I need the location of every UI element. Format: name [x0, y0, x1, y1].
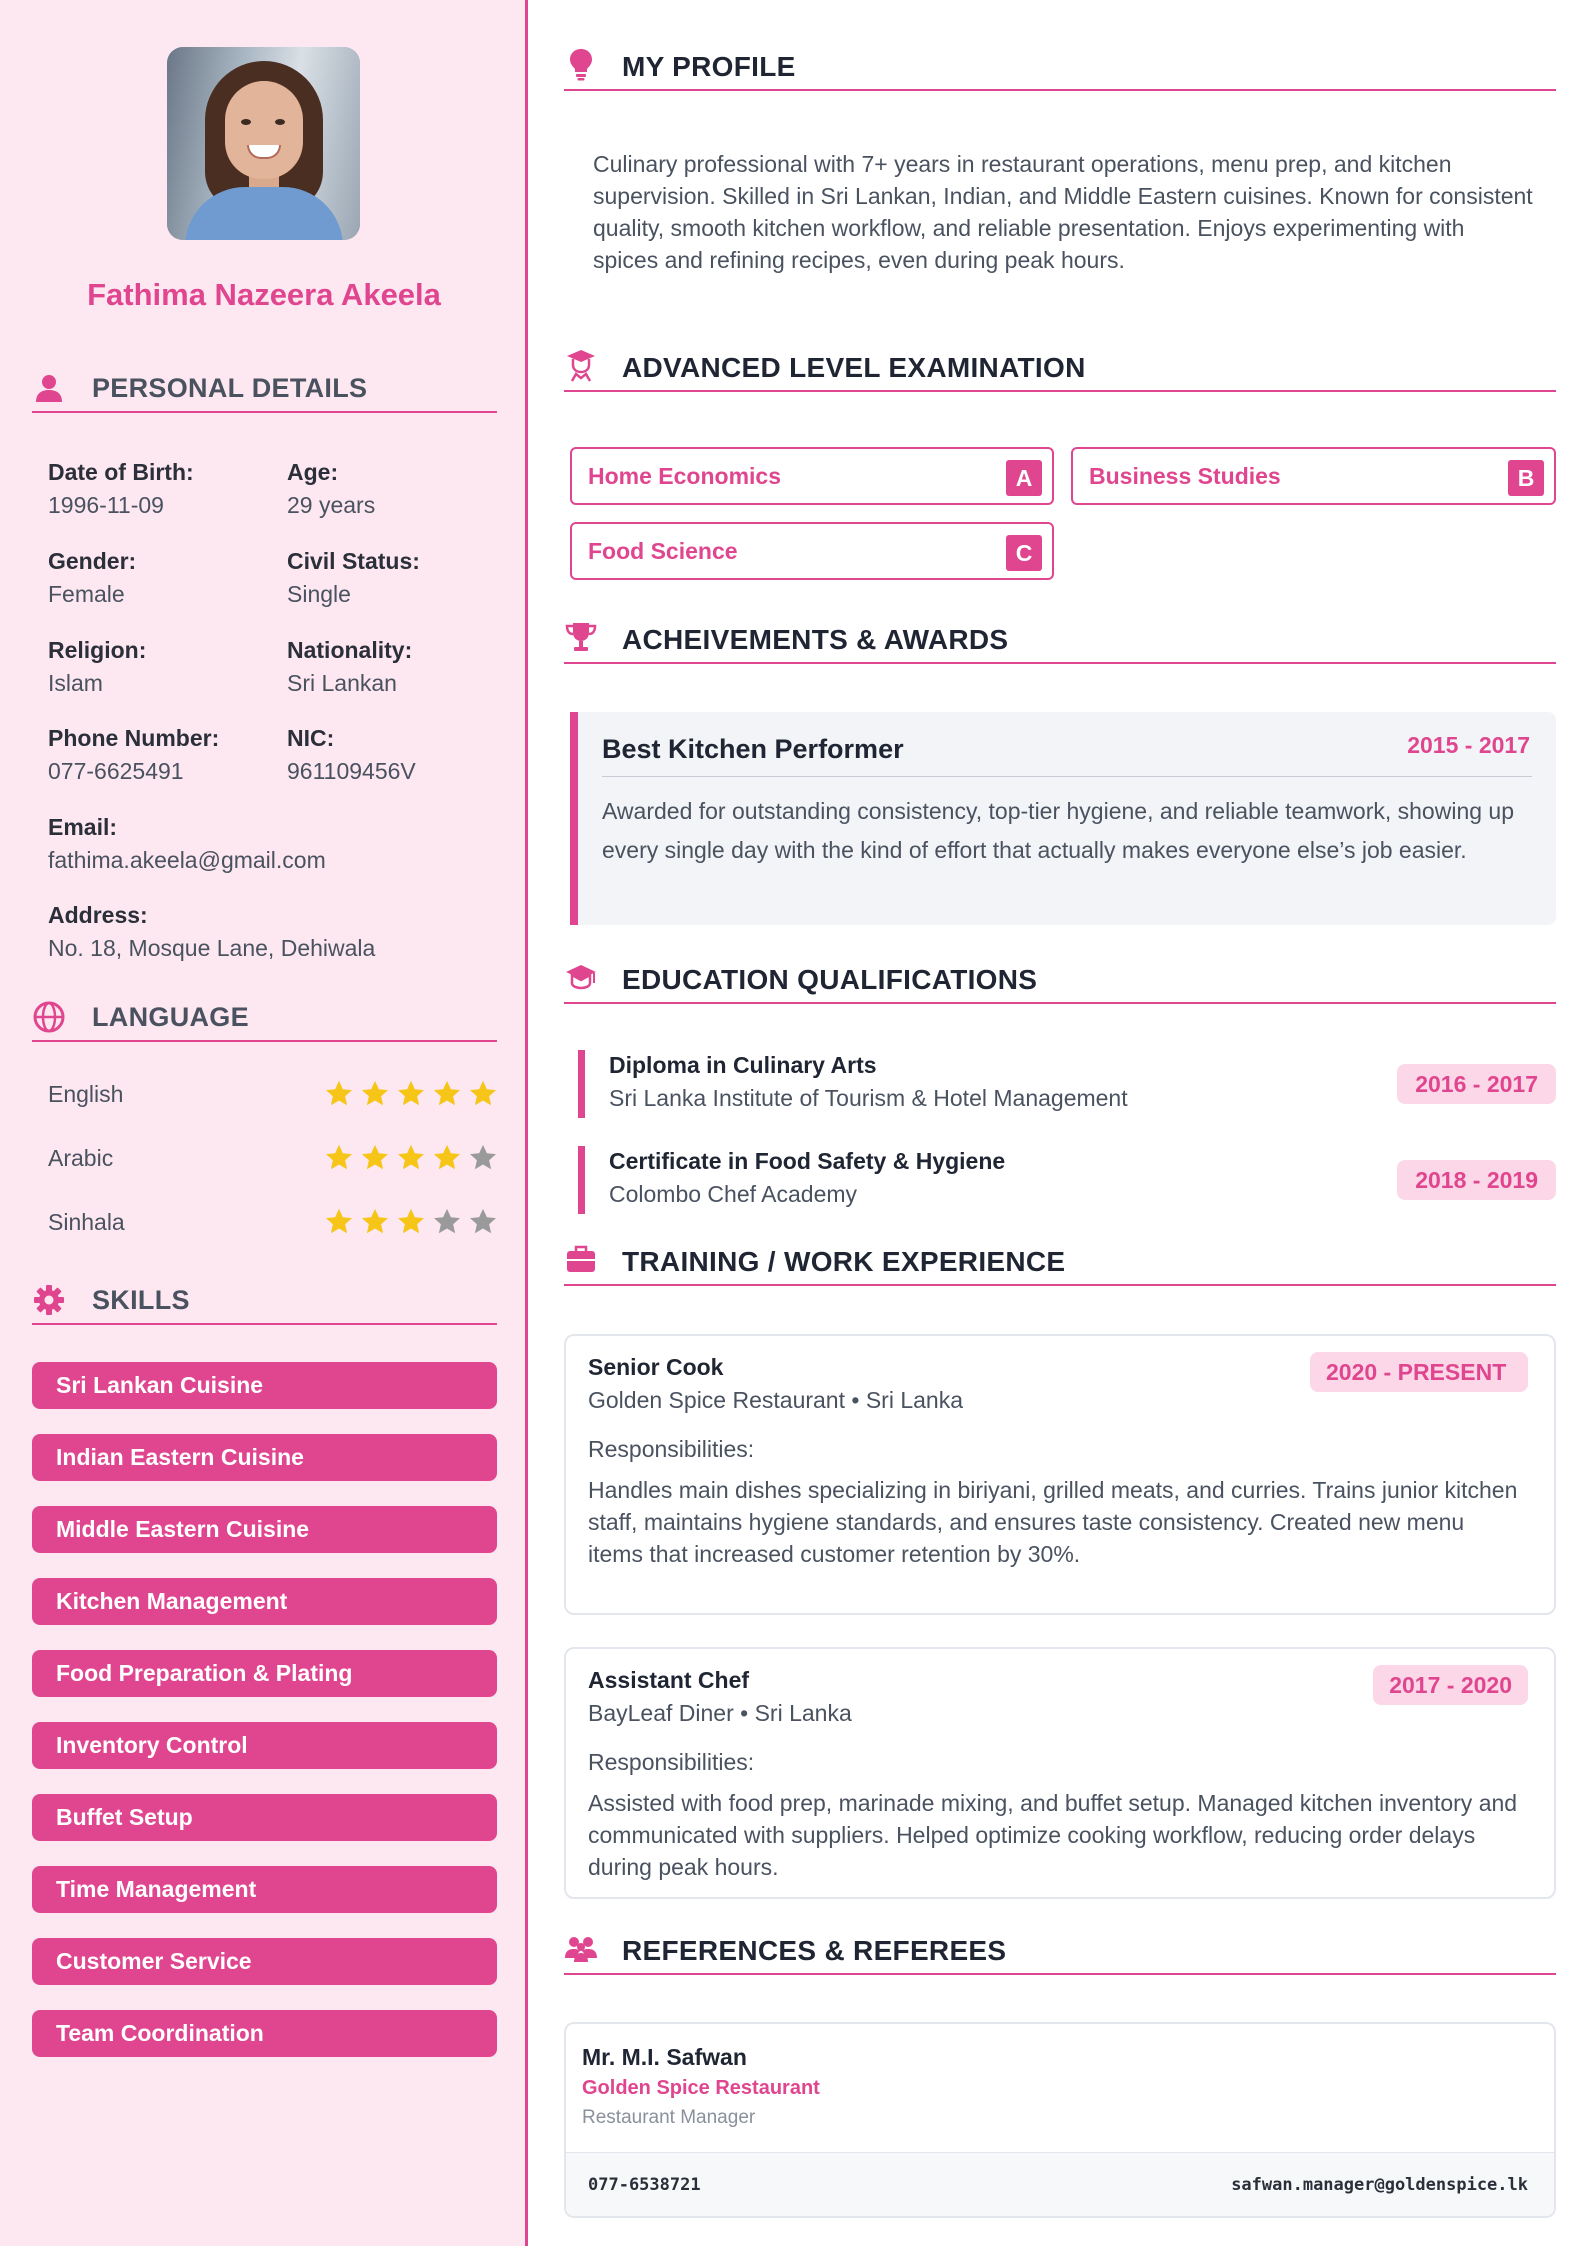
job-description: Assisted with food prep, marinade mixing, and buffet setup. Managed kitchen inventory and communicated with suppliers. Helped optimize cooking workflow, reducing order delays during peak hours. — [588, 1790, 1518, 1880]
star-filled-icon — [468, 1079, 498, 1109]
star-filled-icon — [324, 1207, 354, 1237]
education-institution: Colombo Chef Academy — [609, 1181, 858, 1207]
exam-heading: ADVANCED LEVEL EXAMINATION — [564, 346, 1556, 392]
field-nic: NIC: 961109456V — [287, 725, 416, 784]
exam-subject — [570, 522, 1054, 580]
award-description: Awarded for outstanding consistency, top-tier hygiene, and reliable teamwork, showing up every single day with the kind of effort that actually makes everyone else’s job easier. — [602, 798, 1515, 863]
reference-email: safwan.manager@goldenspice.lk — [1231, 2175, 1528, 2195]
rating-stars — [324, 1143, 498, 1173]
education-item — [578, 1146, 1556, 1214]
skill-tag: Time Management — [32, 1866, 497, 1913]
job-company: BayLeaf Diner • Sri Lanka — [588, 1700, 852, 1726]
education-years: 2016 - 2017 — [1397, 1064, 1556, 1104]
profile-photo — [167, 47, 360, 240]
skill-tag: Middle Eastern Cuisine — [32, 1506, 497, 1553]
experience-heading: TRAINING / WORK EXPERIENCE — [564, 1240, 1556, 1286]
grade-badge: C — [1006, 535, 1042, 571]
field-address: Address: No. 18, Mosque Lane, Dehiwala — [48, 902, 376, 961]
rating-stars — [324, 1207, 498, 1237]
education-title: Certificate in Food Safety & Hygiene — [609, 1148, 1006, 1174]
field-nationality: Nationality: Sri Lankan — [287, 637, 413, 696]
language-row — [48, 1079, 498, 1111]
rating-stars — [324, 1079, 498, 1109]
job-years: 2017 - 2020 — [1373, 1665, 1528, 1705]
language-name: Sinhala — [48, 1209, 125, 1235]
responsibilities-label: Responsibilities: — [588, 1436, 755, 1462]
education-heading: EDUCATION QUALIFICATIONS — [564, 958, 1556, 1004]
star-filled-icon — [360, 1079, 390, 1109]
reference-card — [564, 2022, 1556, 2218]
job-years: 2020 - PRESENT — [1310, 1352, 1528, 1392]
candidate-name: Fathima Nazeera Akeela — [87, 277, 441, 312]
job-card — [564, 1334, 1556, 1615]
award-years: 2015 - 2017 — [1407, 732, 1530, 758]
skills-heading: SKILLS — [32, 1279, 497, 1325]
lightbulb-icon — [564, 47, 598, 81]
awards-heading: ACHEIVEMENTS & AWARDS — [564, 618, 1556, 664]
star-filled-icon — [360, 1143, 390, 1173]
users-icon — [564, 1931, 598, 1965]
field-religion: Religion: Islam — [48, 637, 147, 696]
job-title: Senior Cook — [588, 1354, 724, 1380]
gear-icon — [32, 1283, 66, 1317]
field-phone: Phone Number: 077-6625491 — [48, 725, 220, 784]
my-profile-heading: MY PROFILE — [564, 45, 1556, 91]
field-civil-status: Civil Status: Single — [287, 548, 420, 607]
job-company: Golden Spice Restaurant • Sri Lanka — [588, 1387, 963, 1413]
job-title: Assistant Chef — [588, 1667, 750, 1693]
reference-name: Mr. M.I. Safwan — [582, 2044, 747, 2070]
teacher-icon — [564, 348, 598, 382]
education-item — [578, 1050, 1556, 1118]
star-empty-icon — [468, 1143, 498, 1173]
language-row — [48, 1207, 498, 1239]
star-filled-icon — [324, 1079, 354, 1109]
language-row — [48, 1143, 498, 1175]
subject-name: Home Economics — [588, 463, 781, 489]
exam-subject — [570, 447, 1054, 505]
star-filled-icon — [396, 1079, 426, 1109]
star-filled-icon — [432, 1079, 462, 1109]
skill-tag: Kitchen Management — [32, 1578, 497, 1625]
award-title: Best Kitchen Performer — [602, 734, 904, 764]
reference-contact-bar — [566, 2152, 1554, 2216]
skill-tag: Food Preparation & Plating — [32, 1650, 497, 1697]
skill-tag: Inventory Control — [32, 1722, 497, 1769]
skill-tag: Indian Eastern Cuisine — [32, 1434, 497, 1481]
field-gender: Gender: Female — [48, 548, 137, 607]
field-age: Age: 29 years — [287, 459, 376, 518]
reference-company: Golden Spice Restaurant — [582, 2077, 820, 2099]
subject-name: Business Studies — [1089, 463, 1281, 489]
language-name: Arabic — [48, 1145, 114, 1171]
graduation-cap-icon — [564, 960, 598, 994]
education-institution: Sri Lanka Institute of Tourism & Hotel Management — [609, 1085, 1128, 1111]
user-icon — [32, 371, 66, 405]
trophy-icon — [564, 620, 598, 654]
exam-subject — [1071, 447, 1556, 505]
reference-phone: 077-6538721 — [588, 2175, 701, 2195]
field-email: Email: fathima.akeela@gmail.com — [48, 814, 326, 873]
star-empty-icon — [468, 1207, 498, 1237]
award-card — [570, 712, 1556, 925]
grade-badge: B — [1508, 460, 1544, 496]
education-years: 2018 - 2019 — [1397, 1160, 1556, 1200]
skill-tag: Customer Service — [32, 1938, 497, 1985]
globe-icon — [32, 1000, 66, 1034]
responsibilities-label: Responsibilities: — [588, 1749, 755, 1775]
job-description: Handles main dishes specializing in biriyani, grilled meats, and curries. Trains junior kitchen staff, maintains hygiene standards, and ensures taste consistency. Created new menu items that increased customer retention by 30%. — [588, 1477, 1518, 1567]
references-heading: REFERENCES & REFEREES — [564, 1929, 1556, 1975]
star-filled-icon — [324, 1143, 354, 1173]
star-filled-icon — [432, 1143, 462, 1173]
education-title: Diploma in Culinary Arts — [609, 1052, 877, 1078]
field-dob: Date of Birth: 1996-11-09 — [48, 459, 194, 518]
star-empty-icon — [432, 1207, 462, 1237]
skill-tag: Team Coordination — [32, 2010, 497, 2057]
profile-summary: Culinary professional with 7+ years in restaurant operations, menu prep, and kitchen supervision. Skilled in Sri Lankan, Indian, and Middle Eastern cuisines. Known for consistent quality, smooth kitchen workflow, and reliable presentation. Enjoys experimenting with spices and refining recipes, even during peak hours. — [593, 151, 1533, 273]
subject-name: Food Science — [588, 538, 738, 564]
reference-role: Restaurant Manager — [582, 2107, 756, 2128]
star-filled-icon — [396, 1143, 426, 1173]
divider — [602, 776, 1532, 777]
personal-details-heading: PERSONAL DETAILS — [32, 367, 497, 413]
language-name: English — [48, 1081, 124, 1107]
job-card — [564, 1647, 1556, 1899]
sidebar — [0, 0, 528, 2246]
language-heading: LANGUAGE — [32, 996, 497, 1042]
grade-badge: A — [1006, 460, 1042, 496]
briefcase-icon — [564, 1242, 598, 1276]
skill-tag: Sri Lankan Cuisine — [32, 1362, 497, 1409]
skill-tag: Buffet Setup — [32, 1794, 497, 1841]
star-filled-icon — [396, 1207, 426, 1237]
star-filled-icon — [360, 1207, 390, 1237]
